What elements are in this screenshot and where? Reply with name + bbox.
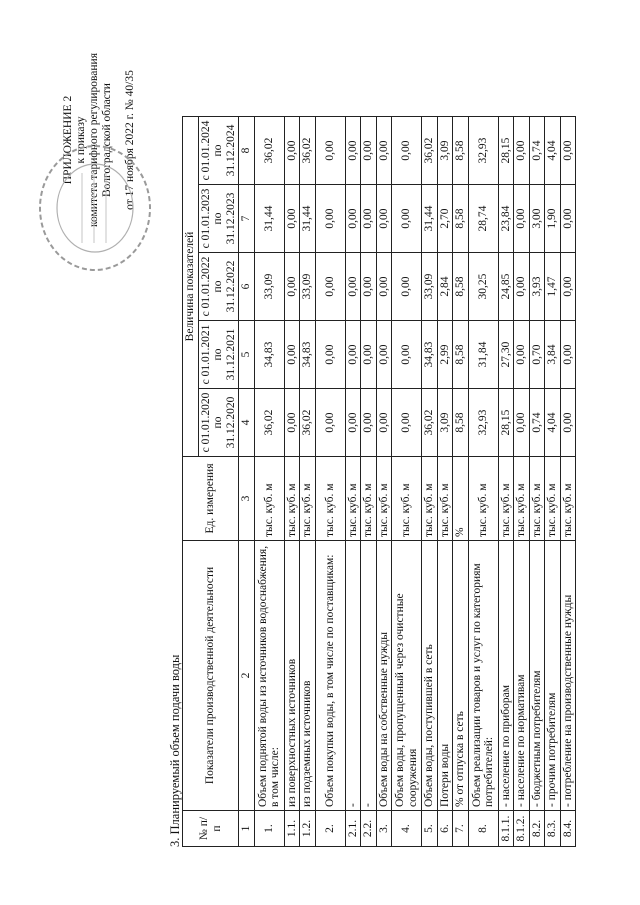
indicator-cell: Объем воды, пропущенный через очистные сооружения [392, 541, 422, 811]
col-indicator-header: Показатели производственной деятельности [183, 541, 239, 811]
col-group-header: Величина показателей [183, 117, 199, 457]
table-row [437, 117, 453, 847]
value-cell: 8,58 [453, 117, 469, 185]
row-number-cell: 1.2. [300, 811, 316, 847]
value-cell: 8,58 [453, 185, 469, 253]
value-cell: 0,00 [514, 389, 530, 457]
indicator-cell: из подземных источников [300, 541, 316, 811]
value-cell: 32,93 [468, 117, 498, 185]
table-row [529, 117, 545, 847]
value-cell: 4,04 [545, 117, 561, 185]
table-row [453, 117, 469, 847]
row-number-cell: 8. [468, 811, 498, 847]
value-cell: 0,00 [392, 185, 422, 253]
value-cell: 0,00 [345, 185, 361, 253]
value-cell: 34,83 [254, 321, 284, 389]
value-cell: 33,09 [254, 253, 284, 321]
indicator-cell: - [361, 541, 377, 811]
value-cell: 0,00 [392, 389, 422, 457]
unit-cell: тыс. куб. м [514, 457, 530, 541]
value-cell: 0,00 [284, 321, 300, 389]
value-cell: 0,00 [392, 321, 422, 389]
value-cell: 0,00 [514, 321, 530, 389]
row-number-cell: 7. [453, 811, 469, 847]
value-cell: 3,09 [437, 117, 453, 185]
unit-cell: тыс. куб. м [498, 457, 514, 541]
value-cell: 0,74 [529, 389, 545, 457]
unit-cell: тыс. куб. м [392, 457, 422, 541]
row-number-cell: 1.1. [284, 811, 300, 847]
value-cell: 0,00 [392, 117, 422, 185]
value-cell: 1,47 [545, 253, 561, 321]
value-cell: 28,74 [468, 185, 498, 253]
index-cell: 2 [239, 541, 255, 811]
indicator-cell: из поверхностных источников [284, 541, 300, 811]
table-row [560, 117, 576, 847]
row-number-cell: 8.2. [529, 811, 545, 847]
value-cell: 2,70 [437, 185, 453, 253]
index-cell: 6 [239, 253, 255, 321]
value-cell: 0,00 [376, 185, 392, 253]
unit-cell: тыс. куб. м [545, 457, 561, 541]
value-cell: 36,02 [254, 117, 284, 185]
col-unit-header: Ед. измерения [183, 457, 239, 541]
value-cell: 0,00 [345, 117, 361, 185]
indicator-cell: Потери воды [437, 541, 453, 811]
value-cell: 0,00 [361, 185, 377, 253]
index-cell: 4 [239, 389, 255, 457]
value-cell: 0,00 [514, 185, 530, 253]
value-cell: 0,00 [284, 253, 300, 321]
indicator-cell: - потребление на производственные нужды [560, 541, 576, 811]
value-cell: 3,09 [437, 389, 453, 457]
value-cell: 28,15 [498, 389, 514, 457]
row-number-cell: 2.1. [345, 811, 361, 847]
period-header: с 01.01.2022 по 31.12.2022 [198, 253, 239, 321]
unit-cell: тыс. куб. м [560, 457, 576, 541]
value-cell: 3,93 [529, 253, 545, 321]
period-header: с 01.01.2023 по 31.12.2023 [198, 185, 239, 253]
value-cell: 0,00 [284, 117, 300, 185]
row-number-cell: 5. [422, 811, 438, 847]
value-cell: 0,00 [315, 185, 345, 253]
value-cell: 0,00 [514, 117, 530, 185]
table-row [361, 117, 377, 847]
value-cell: 0,00 [392, 253, 422, 321]
period-header: с 01.01.2021 по 31.12.2021 [198, 321, 239, 389]
unit-cell: тыс. куб. м [315, 457, 345, 541]
row-number-cell: 2.2. [361, 811, 377, 847]
value-cell: 0,00 [376, 389, 392, 457]
unit-cell: % [453, 457, 469, 541]
value-cell: 34,83 [300, 321, 316, 389]
value-cell: 4,04 [545, 389, 561, 457]
value-cell: 33,09 [300, 253, 316, 321]
unit-cell: тыс. куб. м [254, 457, 284, 541]
value-cell: 0,00 [315, 321, 345, 389]
value-cell: 8,58 [453, 321, 469, 389]
value-cell: 31,44 [300, 185, 316, 253]
value-cell: 0,00 [315, 253, 345, 321]
indicator-cell: Объем воды, поступившей в сеть [422, 541, 438, 811]
row-number-cell: 8.4. [560, 811, 576, 847]
unit-cell: тыс. куб. м [345, 457, 361, 541]
index-cell: 1 [239, 811, 255, 847]
value-cell: 2,99 [437, 321, 453, 389]
indicator-cell: - население по нормативам [514, 541, 530, 811]
period-header: с 01.01.2024 по 31.12.2024 [198, 117, 239, 185]
unit-cell: тыс. куб. м [422, 457, 438, 541]
value-cell: 0,00 [361, 253, 377, 321]
committee-label: комитета тарифного регулирования [88, 52, 100, 228]
water-supply-table [182, 116, 576, 847]
value-cell: 0,00 [315, 117, 345, 185]
index-cell: 5 [239, 321, 255, 389]
unit-cell: тыс. куб. м [284, 457, 300, 541]
unit-cell: тыс. куб. м [361, 457, 377, 541]
value-cell: 36,02 [300, 389, 316, 457]
row-number-cell: 8.1.1. [498, 811, 514, 847]
value-cell: 0,00 [345, 321, 361, 389]
value-cell: 32,93 [468, 389, 498, 457]
value-cell: 27,30 [498, 321, 514, 389]
value-cell: 23,84 [498, 185, 514, 253]
value-cell: 0,00 [560, 389, 576, 457]
unit-cell: тыс. куб. м [376, 457, 392, 541]
value-cell: 0,00 [361, 389, 377, 457]
region-label: Волгоградской области [101, 83, 113, 197]
value-cell: 31,84 [468, 321, 498, 389]
row-number-cell: 4. [392, 811, 422, 847]
value-cell: 36,02 [300, 117, 316, 185]
value-cell: 0,00 [361, 117, 377, 185]
row-number-cell: 1. [254, 811, 284, 847]
value-cell: 31,44 [422, 185, 438, 253]
indicator-cell: Объем поднятой воды из источников водоснабжения, в том числе: [254, 541, 284, 811]
indicator-cell: - бюджетным потребителям [529, 541, 545, 811]
value-cell: 36,02 [422, 389, 438, 457]
date-number-label: от 17 ноября 2022 г. № 40/35 [124, 70, 136, 210]
value-cell: 34,83 [422, 321, 438, 389]
value-cell: 2,84 [437, 253, 453, 321]
table-row [254, 117, 284, 847]
value-cell: 0,70 [529, 321, 545, 389]
table-row [422, 117, 438, 847]
table-row [498, 117, 514, 847]
table-body [254, 117, 576, 847]
indicator-cell: - население по приборам [498, 541, 514, 811]
table-row [376, 117, 392, 847]
value-cell: 0,00 [315, 389, 345, 457]
value-cell: 0,00 [560, 321, 576, 389]
period-header: с 01.01.2020 по 31.12.2020 [198, 389, 239, 457]
value-cell: 0,00 [376, 117, 392, 185]
value-cell: 0,00 [284, 185, 300, 253]
value-cell: 24,85 [498, 253, 514, 321]
appendix-label: ПРИЛОЖЕНИЕ 2 [62, 95, 74, 185]
table-row [300, 117, 316, 847]
value-cell: 28,15 [498, 117, 514, 185]
unit-cell: тыс. куб. м [468, 457, 498, 541]
unit-cell: тыс. куб. м [300, 457, 316, 541]
table-row [514, 117, 530, 847]
col-num-header: № п/п [183, 811, 239, 847]
indicator-cell: % от отпуска в сеть [453, 541, 469, 811]
row-number-cell: 8.3. [545, 811, 561, 847]
value-cell: 33,09 [422, 253, 438, 321]
unit-cell: тыс. куб. м [437, 457, 453, 541]
to-order-label: к приказу [75, 116, 87, 164]
table-row [315, 117, 345, 847]
row-number-cell: 2. [315, 811, 345, 847]
value-cell: 36,02 [422, 117, 438, 185]
value-cell: 0,00 [345, 389, 361, 457]
value-cell: 0,74 [529, 117, 545, 185]
table-row [545, 117, 561, 847]
value-cell: 8,58 [453, 389, 469, 457]
value-cell: 0,00 [361, 321, 377, 389]
unit-cell: тыс. куб. м [529, 457, 545, 541]
table-row [345, 117, 361, 847]
row-number-cell: 3. [376, 811, 392, 847]
row-number-cell: 8.1.2. [514, 811, 530, 847]
value-cell: 0,00 [345, 253, 361, 321]
value-cell: 0,00 [284, 389, 300, 457]
index-cell: 7 [239, 185, 255, 253]
value-cell: 0,00 [376, 253, 392, 321]
value-cell: 36,02 [254, 389, 284, 457]
official-stamp [30, 133, 160, 283]
value-cell: 0,00 [560, 185, 576, 253]
table-row [284, 117, 300, 847]
table-row [392, 117, 422, 847]
row-number-cell: 6. [437, 811, 453, 847]
indicator-cell: Объем воды на собственные нужды [376, 541, 392, 811]
indicator-cell: - [345, 541, 361, 811]
value-cell: 0,00 [376, 321, 392, 389]
value-cell: 3,00 [529, 185, 545, 253]
value-cell: 31,44 [254, 185, 284, 253]
index-cell: 3 [239, 457, 255, 541]
index-cell: 8 [239, 117, 255, 185]
value-cell: 0,00 [514, 253, 530, 321]
indicator-cell: Объем покупки воды, в том числе по поставщикам: [315, 541, 345, 811]
value-cell: 0,00 [560, 117, 576, 185]
table-row [468, 117, 498, 847]
indicator-cell: Объем реализации товаров и услуг по категориям потребителей: [468, 541, 498, 811]
value-cell: 1,90 [545, 185, 561, 253]
section-title: 3. Планируемый объем подачи воды [168, 654, 182, 847]
value-cell: 0,00 [560, 253, 576, 321]
value-cell: 30,25 [468, 253, 498, 321]
value-cell: 8,58 [453, 253, 469, 321]
value-cell: 3,84 [545, 321, 561, 389]
indicator-cell: - прочим потребителям [545, 541, 561, 811]
